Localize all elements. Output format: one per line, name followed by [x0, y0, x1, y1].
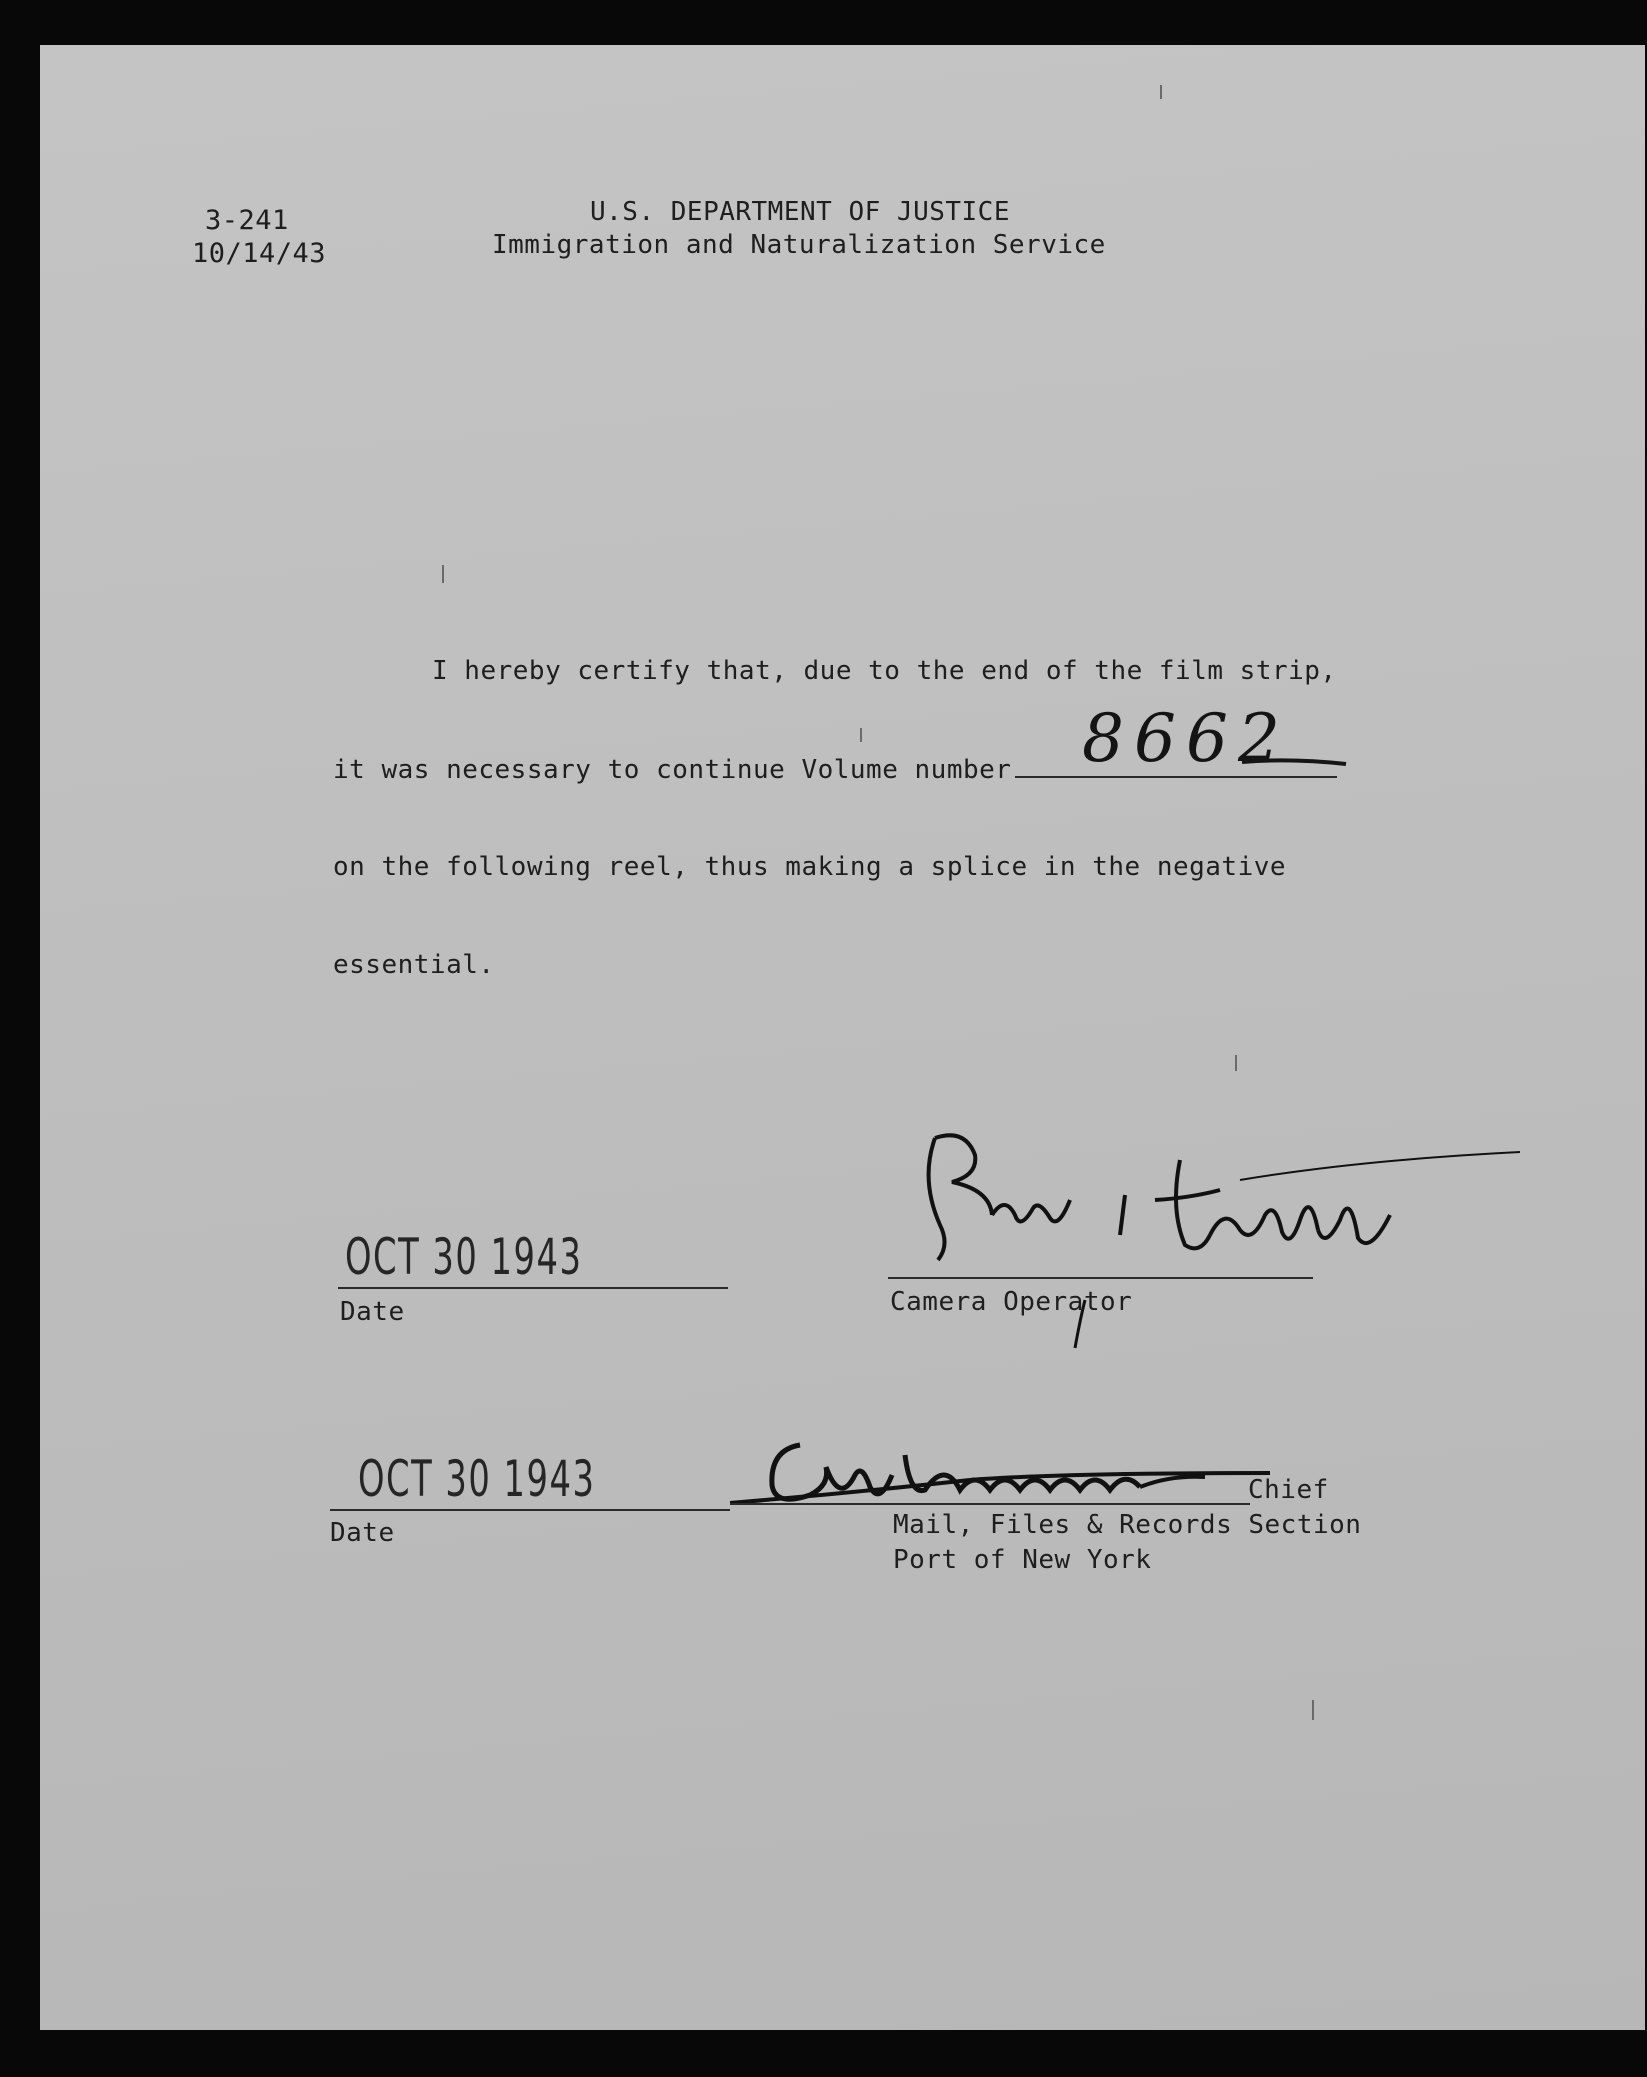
chief-date-stamp: OCT 30 1943 — [358, 1450, 596, 1508]
camera-operator-label: Camera Operator — [890, 1287, 1133, 1317]
film-scratch — [442, 565, 444, 583]
form-number: 3-241 — [205, 205, 289, 236]
department-heading: U.S. DEPARTMENT OF JUSTICE — [590, 197, 1010, 227]
camera-date-stamp: OCT 30 1943 — [345, 1228, 583, 1286]
film-scratch — [1235, 1055, 1237, 1071]
chief-signature-rule — [730, 1503, 1250, 1505]
certification-line-1: I hereby certify that, due to the end of the film strip, — [432, 656, 1337, 686]
chief-title-word: Chief — [1248, 1475, 1329, 1505]
chief-date-label: Date — [330, 1518, 395, 1548]
form-date: 10/14/43 — [192, 238, 327, 269]
document-page — [40, 45, 1645, 2030]
film-scratch — [1312, 1700, 1314, 1720]
certification-line-4: essential. — [333, 950, 495, 980]
chief-signature — [730, 1415, 1270, 1525]
volume-number-underline-stroke — [1240, 752, 1350, 772]
camera-date-rule — [338, 1287, 728, 1289]
film-scratch — [1160, 85, 1162, 99]
service-heading: Immigration and Naturalization Service — [492, 230, 1106, 260]
certification-line-2: it was necessary to continue Volume number — [333, 755, 1012, 785]
film-scratch — [860, 728, 862, 742]
camera-date-label: Date — [340, 1297, 405, 1327]
certification-line-3: on the following reel, thus making a splice in the negative — [333, 852, 1287, 882]
chief-title-line-2: Port of New York — [893, 1545, 1152, 1575]
chief-title-line-1: Mail, Files & Records Section — [893, 1510, 1362, 1540]
volume-number: 8662 — [1082, 700, 1290, 777]
chief-date-rule — [330, 1509, 730, 1511]
camera-signature-rule — [888, 1277, 1313, 1279]
